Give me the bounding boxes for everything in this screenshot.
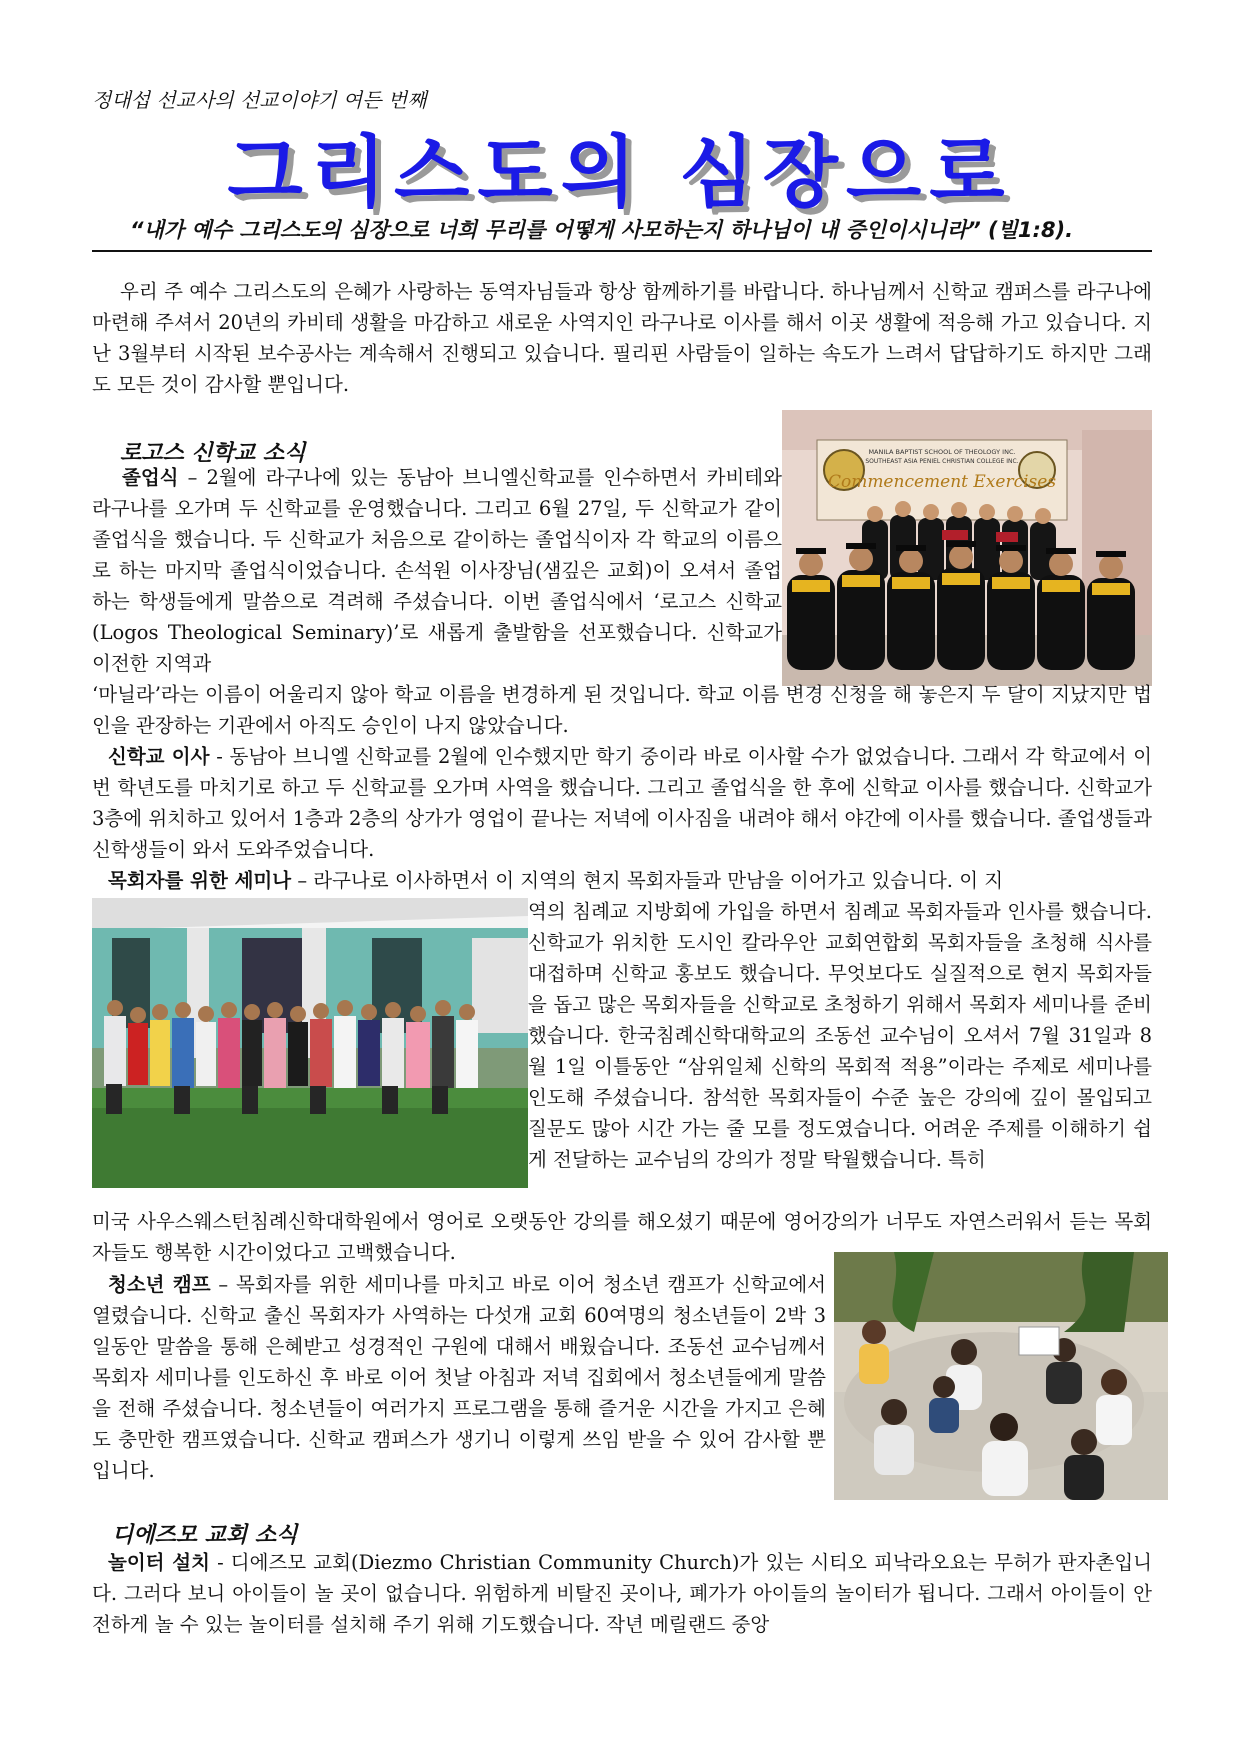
youth-camp-text: – 목회자를 위한 세미나를 마치고 바로 이어 청소년 캠프가 신학교에서 열렸습니다. 신학교 출신 목회자가 사역하는 다섯개 교회 60여명의 청소년들이 2박 3일동안 말씀을 통해 은혜받고 성경적인 구원에 대해서 배웠습니다. 조동선 교수님께서 목회자 세미나를 인도하신 후 바로 이어 첫날 아침과 저녁 집회에서 청소년들에게 말씀을 전해 주셨습니다. 청소년들이 여러가지 프로그램을 통해 즐거운 시간을 가지고 은혜도 충만한 캠프였습니다. 신학교 캠퍼스가 생기니 이렇게 쓰임 받을 수 있어 감사할 뿐입니다. (92, 1273, 827, 1482)
series-title: 정대섭 선교사의 선교이야기 여든 번째 (92, 88, 427, 112)
moving-label: 신학교 이사 (108, 745, 210, 768)
moving-paragraph (92, 741, 1152, 865)
youth-camp-paragraph (92, 1269, 826, 1486)
banner-line-1: MANILA BAPTIST SCHOOL OF THEOLOGY INC. (868, 448, 1016, 456)
graduation-photo (782, 410, 1152, 686)
playground-label: 놀이터 설치 (108, 1551, 210, 1574)
seminar-paragraph-cont: 미국 사우스웨스턴침례신학대학원에서 영어로 오랫동안 강의를 해오셨기 때문에 영어강의가 너무도 자연스러워서 듣는 목회자들도 행복한 시간이었다고 고백했습니다. (92, 1210, 1152, 1264)
youth-camp-label: 청소년 캠프 (108, 1273, 211, 1296)
section-title-logos: 로고스 신학교 소식 (120, 441, 306, 466)
graduation-paragraph (92, 462, 782, 679)
graduation-label: 졸업식 (122, 466, 179, 489)
banner-title: Commencement Exercises (827, 472, 1057, 492)
seminar-paragraph (92, 865, 1152, 896)
seminar-text-a: – 라구나로 이사하면서 이 지역의 현지 목회자들과 만남을 이어가고 있습니다. 이 지 (291, 869, 1004, 892)
graduation-text: – 2월에 라구나에 있는 동남아 브니엘신학교를 인수하면서 카비테와 라구나를 오가며 두 신학교를 운영했습니다. 그리고 6월 27일, 두 신학교가 같이 졸업식을 했습니다. 두 신학교가 처음으로 같이하는 졸업식이자 각 학교의 이름으로 하는 마지막 졸업식이었습니다. 손석원 이사장님(샘깊은 교회)이 오셔서 졸업하는 학생들에게 말씀으로 격려해 주셨습니다. 이번 졸업식에서 ‘로고스 신학교(Logos Theological Seminary)’로 새롭게 출발함을 선포했습니다. 신학교가 이전한 지역과 (92, 466, 782, 675)
header-divider (92, 250, 1152, 252)
seminar-group-photo (92, 898, 528, 1188)
moving-text: - 동남아 브니엘 신학교를 2월에 인수했지만 학기 중이라 바로 이사할 수가 없었습니다. 그래서 각 학교에서 이번 학년도를 마치기로 하고 두 신학교를 오가며 사역을 했습니다. 그리고 졸업식을 한 후에 신학교 이사를 했습니다. 신학교가 3층에 위치하고 있어서 1층과 2층의 상가가 영업이 끝나는 저녁에 이사짐을 내려야 해서 야간에 이사를 했습니다. 졸업생들과 신학생들이 와서 도와주었습니다. (92, 745, 1152, 861)
playground-paragraph (92, 1547, 1152, 1640)
youth-camp-photo (834, 1252, 1168, 1500)
seminar-paragraph-wrap: 역의 침례교 지방회에 가입을 하면서 침례교 목회자들과 인사를 했습니다. 신학교가 위치한 도시인 칼라우안 교회연합회 목회자들을 초청해 식사를 대접하며 신학교 홍보도 했습니다. 무엇보다도 실질적으로 현지 목회자들을 돕고 많은 목회자들을 신학교로 초청하기 위해서 목회자 세미나를 준비했습니다. 한국침례신학대학교의 조동선 교수님이 오셔서 7월 31일과 8월 1일 이틀동안 “삼위일체 신학의 목회적 적용”이라는 주제로 세미나를 인도해 주셨습니다. 참석한 목회자들이 수준 높은 강의에 깊이 몰입되고 질문도 많아 시간 가는 줄 모를 정도였습니다. 어려운 주제를 이해하기 쉽게 전달하는 교수님의 강의가 정말 탁월했습니다. 특히 (528, 900, 1153, 1171)
intro-paragraph: 우리 주 예수 그리스도의 은혜가 사랑하는 동역자님들과 항상 함께하기를 바랍니다. 하나님께서 신학교 캠퍼스를 라구나에 마련해 주셔서 20년의 카비테 생활을 마감하고 새로운 사역지인 라구나로 이사를 해서 이곳 생활에 적응해 가고 있습니다. 지난 3월부터 시작된 보수공사는 계속해서 진행되고 있습니다. 필리핀 사람들이 일하는 속도가 느려서 답답하기도 하지만 그래도 모든 것이 감사할 뿐입니다. (92, 280, 1152, 396)
section-title-diezmo: 디에즈모 교회 소식 (112, 1523, 298, 1548)
playground-text: - 디에즈모 교회(Diezmo Christian Community Church)가 있는 시티오 피낙라오요는 무허가 판자촌입니다. 그러다 보니 아이들이 놀 곳이 없습니다. 위험하게 비탈진 곳이나, 폐가가 아이들의 놀이터가 됩니다. 그래서 아이들이 안전하게 놀 수 있는 놀이터를 설치해 주기 위해 기도했습니다. 작년 메릴랜드 중앙 (92, 1551, 1152, 1636)
graduation-paragraph-cont: ‘마닐라’라는 이름이 어울리지 않아 학교 이름을 변경하게 된 것입니다. 학교 이름 변경 신청을 해 놓은지 두 달이 지났지만 법인을 관장하는 기관에서 아직도 승인이 나지 않았습니다. (92, 683, 1152, 737)
banner-line-2: SOUTHEAST ASIA PENIEL CHRISTIAN COLLEGE INC. (865, 458, 1019, 465)
seminar-label: 목회자를 위한 세미나 (108, 869, 292, 892)
main-title: 그리스도의 심장으로 (227, 128, 1013, 218)
verse-quote: “내가 예수 그리스도의 심장으로 너희 무리를 어떻게 사모하는지 하나님이 내 증인이시니라” (빌1:8). (130, 218, 1074, 242)
